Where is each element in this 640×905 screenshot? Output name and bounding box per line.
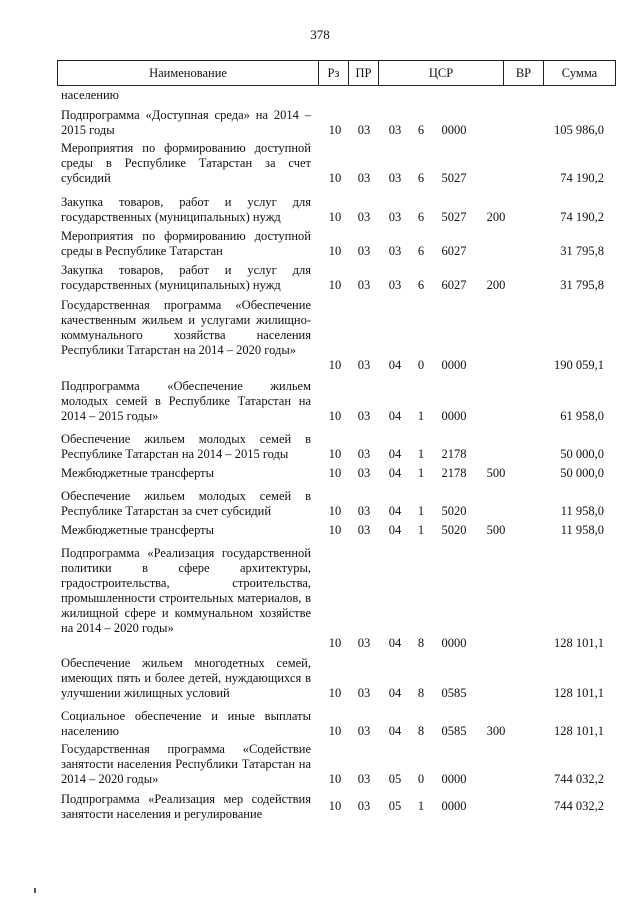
row-name: Обеспечение жильем многодетных семей, имеющих пять и более детей, нуждающихся в улучшении жилищных условий [61,656,311,700]
row-name: Мероприятия по формированию доступной среды в Республике Татарстан [61,229,311,258]
cell-pr: 03 [357,799,371,813]
cell-rz: 10 [328,523,342,537]
cell-pr: 03 [357,686,371,700]
row-name: Мероприятия по формированию доступной среды в Республике Татарстан за счет субсидий [61,141,311,185]
cell-csr-2: 1 [417,447,425,461]
cell-rz: 10 [328,724,342,738]
row-name: Подпрограмма «Доступная среда» на 2014 – 2015 годы [61,108,311,137]
cell-pr: 03 [357,278,371,292]
cell-csr-3: 0000 [441,799,467,813]
cell-rz: 10 [328,358,342,372]
cell-rz: 10 [328,278,342,292]
cell-pr: 03 [357,724,371,738]
cell-vr: 500 [486,523,506,537]
cell-pr: 03 [357,504,371,518]
row-name: Закупка товаров, работ и услуг для государственных (муниципальных) нужд [61,263,311,292]
cell-vr: 300 [486,724,506,738]
cell-csr-2: 1 [417,504,425,518]
cell-csr-3: 5027 [441,171,467,185]
row-name: Социальное обеспечение и иные выплаты населению [61,709,311,738]
cell-csr-1: 04 [388,447,402,461]
cell-csr-1: 04 [388,409,402,423]
cell-csr-3: 0585 [441,724,467,738]
cell-csr-2: 6 [417,123,425,137]
cell-rz: 10 [328,210,342,224]
cell-sum: 11 958,0 [560,523,604,537]
cell-csr-1: 04 [388,686,402,700]
cell-sum: 128 101,1 [554,636,604,650]
header-vr: ВР [504,61,544,86]
cell-csr-2: 1 [417,409,425,423]
cell-sum: 128 101,1 [554,686,604,700]
cell-csr-2: 6 [417,244,425,258]
row-name: Государственная программа «Содействие занятости населения Республики Татарстан на 2014 – 2020 годы» [61,742,311,786]
cell-sum: 31 795,8 [560,278,604,292]
cell-csr-2: 6 [417,210,425,224]
cell-csr-1: 03 [388,171,402,185]
cell-pr: 03 [357,409,371,423]
cell-pr: 03 [357,447,371,461]
cell-csr-3: 5020 [441,523,467,537]
cell-vr: 200 [486,278,506,292]
cell-sum: 744 032,2 [554,772,604,786]
cell-pr: 03 [357,171,371,185]
header-rz: Рз [319,61,349,86]
cell-csr-3: 2178 [441,466,467,480]
cell-pr: 03 [357,358,371,372]
cell-csr-1: 03 [388,123,402,137]
cell-csr-3: 0000 [441,409,467,423]
cell-sum: 11 958,0 [560,504,604,518]
cell-csr-2: 1 [417,799,425,813]
cell-csr-2: 1 [417,523,425,537]
cell-rz: 10 [328,244,342,258]
cell-csr-1: 04 [388,358,402,372]
cell-csr-3: 6027 [441,278,467,292]
cell-csr-3: 0000 [441,772,467,786]
cell-sum: 31 795,8 [560,244,604,258]
cell-pr: 03 [357,210,371,224]
cell-rz: 10 [328,686,342,700]
cell-csr-2: 6 [417,171,425,185]
cell-csr-1: 04 [388,636,402,650]
header-pr: ПР [349,61,379,86]
cell-csr-2: 0 [417,772,425,786]
row-name: Государственная программа «Обеспечение качественным жильем и услугами жилищно-коммунального хозяйства населения Республики Татарстан на 2014 – 2020 годы» [61,298,311,357]
cell-sum: 61 958,0 [560,409,604,423]
table-header [57,60,616,86]
cell-csr-3: 5027 [441,210,467,224]
row-name: Межбюджетные трансферты [61,523,215,537]
cell-sum: 105 986,0 [554,123,604,137]
cell-csr-2: 0 [417,358,425,372]
cell-sum: 74 190,2 [560,171,604,185]
cell-vr: 500 [486,466,506,480]
page-number: 378 [310,27,330,42]
cell-rz: 10 [328,123,342,137]
cell-sum: 190 059,1 [554,358,604,372]
cell-csr-1: 04 [388,466,402,480]
cell-sum: 128 101,1 [554,724,604,738]
header-csr: ЦСР [379,61,504,86]
row-name: Обеспечение жильем молодых семей в Республике Татарстан на 2014 – 2015 годы [61,432,311,461]
cell-pr: 03 [357,636,371,650]
cell-csr-1: 04 [388,523,402,537]
cell-csr-1: 05 [388,772,402,786]
cell-csr-2: 1 [417,466,425,480]
cell-csr-1: 03 [388,278,402,292]
cell-csr-2: 8 [417,724,425,738]
cell-csr-3: 0000 [441,123,467,137]
cell-csr-3: 0000 [441,636,467,650]
row-name: Обеспечение жильем молодых семей в Республике Татарстан за счет субсидий [61,489,311,518]
row-name: Подпрограмма «Обеспечение жильем молодых семей в Республике Татарстан на 2014 – 2015 годы» [61,379,311,423]
cell-csr-2: 6 [417,278,425,292]
cell-rz: 10 [328,409,342,423]
cell-rz: 10 [328,466,342,480]
cell-sum: 50 000,0 [560,466,604,480]
cell-csr-3: 6027 [441,244,467,258]
cell-rz: 10 [328,171,342,185]
cell-rz: 10 [328,772,342,786]
cell-csr-2: 8 [417,636,425,650]
cell-sum: 744 032,2 [554,799,604,813]
cell-sum: 74 190,2 [560,210,604,224]
row-name: Закупка товаров, работ и услуг для государственных (муниципальных) нужд [61,195,311,224]
cell-csr-3: 2178 [441,447,467,461]
row-name: Подпрограмма «Реализация мер содействия занятости населения и регулирование [61,792,311,821]
cell-csr-3: 0000 [441,358,467,372]
cell-csr-1: 04 [388,504,402,518]
cell-sum: 50 000,0 [560,447,604,461]
cell-rz: 10 [328,504,342,518]
scan-mark [34,888,36,893]
row-name: Подпрограмма «Реализация государственной политики в сфере архитектуры, градостроительства, строительства, промышленности строительных материалов, в жилищной сфере и коммунальном хозяйстве на 2014 – 2020 годы» [61,546,311,635]
cell-csr-2: 8 [417,686,425,700]
cell-csr-1: 05 [388,799,402,813]
cell-csr-1: 03 [388,210,402,224]
cell-csr-1: 04 [388,724,402,738]
cell-pr: 03 [357,123,371,137]
cell-rz: 10 [328,636,342,650]
cell-rz: 10 [328,799,342,813]
cell-csr-1: 03 [388,244,402,258]
header-sum: Сумма [544,61,616,86]
cell-pr: 03 [357,466,371,480]
cell-pr: 03 [357,244,371,258]
cell-csr-3: 0585 [441,686,467,700]
row-name: Межбюджетные трансферты [61,466,215,480]
cell-vr: 200 [486,210,506,224]
cell-rz: 10 [328,447,342,461]
continuation-text: населению [61,88,119,102]
header-name: Наименование [58,61,319,86]
cell-pr: 03 [357,772,371,786]
cell-csr-3: 5020 [441,504,467,518]
cell-pr: 03 [357,523,371,537]
